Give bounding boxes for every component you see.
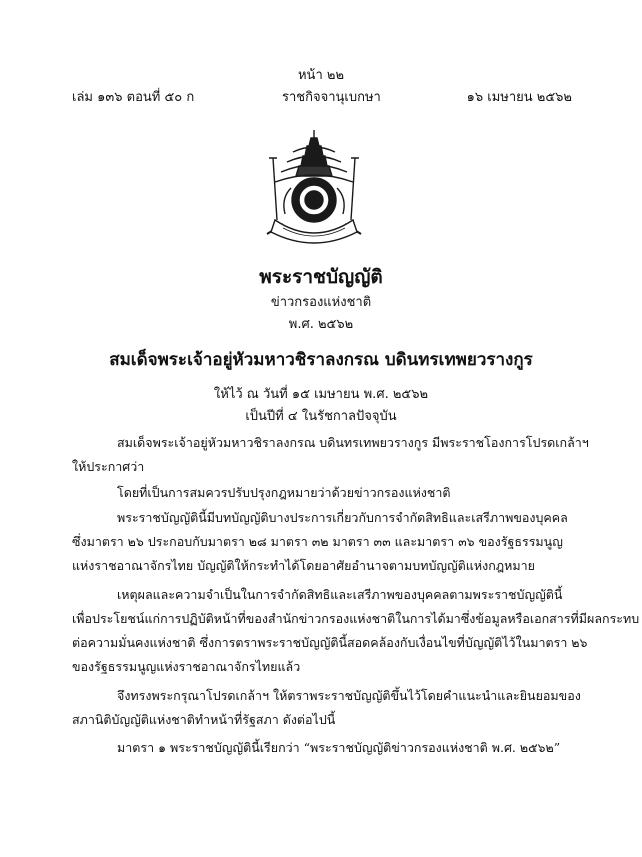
text-line: จึงทรงพระกรุณาโปรดเกล้าฯ ให้ตราพระราชบัญญัติขึ้นไว้โดยคำแนะนำและยินยอมของ [117, 688, 581, 703]
paragraph-rationale [72, 481, 572, 505]
reign-year: เป็นปีที่ ๔ ในรัชกาลปัจจุบัน [245, 409, 397, 424]
royal-crown-emblem-icon [253, 128, 375, 246]
text-line: เหตุผลและความจำเป็นในการจำกัดสิทธิและเสรีภาพของบุคคลตามพระราชบัญญัตินี้ [117, 587, 563, 602]
text-line: สมเด็จพระเจ้าอยู่หัวมหาวชิราลงกรณ บดินทรเทพยวรางกูร มีพระราชโองการโปรดเกล้าฯ [117, 435, 589, 450]
text-line: ของรัฐธรรมนูญแห่งราชอาณาจักรไทยแล้ว [72, 659, 301, 674]
document-subtitle: ข่าวกรองแห่งชาติ [270, 295, 372, 310]
paragraph-rights-restriction [72, 506, 572, 578]
document-title: พระราชบัญญัติ [259, 266, 383, 288]
text-line: แห่งราชอาณาจักรไทย บัญญัติให้กระทำได้โดยอาศัยอำนาจตามบทบัญญัติแห่งกฎหมาย [72, 558, 535, 573]
paragraph-enactment [72, 684, 581, 732]
text-line: พระราชบัญญัตินี้มีบทบัญญัติบางประการเกี่ยวกับการจำกัดสิทธิและเสรีภาพของบุคคล [117, 510, 568, 525]
text-line: สภานิติบัญญัติแห่งชาติทำหน้าที่รัฐสภา ดังต่อไปนี้ [72, 712, 336, 727]
page-number: หน้า ๒๒ [297, 68, 345, 83]
publication-date: ๑๖ เมษายน ๒๕๖๒ [466, 90, 572, 105]
text-line: มาตรา ๑ พระราชบัญญัตินี้เรียกว่า “พระราชบัญญัติข่าวกรองแห่งชาติ พ.ศ. ๒๕๖๒” [117, 740, 561, 755]
text-line: ต่อความมั่นคงแห่งชาติ ซึ่งการตราพระราชบัญญัตินี้สอดคล้องกับเงื่อนไขที่บัญญัติไว้ในมาตรา ๒๖ [72, 635, 588, 650]
text-line: เพื่อประโยชน์แก่การปฏิบัติหน้าที่ของสำนักข่าวกรองแห่งชาติในการได้มาซึ่งข้อมูลหรือเอกสารที่มีผลกระทบ [72, 611, 640, 626]
gazette-name: ราชกิจจานุเบกษา [282, 90, 381, 105]
document-year: พ.ศ. ๒๕๖๒ [288, 317, 354, 332]
paragraph-necessity [72, 583, 640, 679]
section-one [72, 736, 572, 760]
text-line: ซึ่งมาตรา ๒๖ ประกอบกับมาตรา ๒๘ มาตรา ๓๒ มาตรา ๓๓ และมาตรา ๓๖ ของรัฐธรรมนูญ [72, 534, 563, 549]
paragraph-proclamation [72, 431, 589, 479]
text-line: โดยที่เป็นการสมควรปรับปรุงกฎหมายว่าด้วยข่าวกรองแห่งชาติ [117, 485, 451, 500]
volume-issue: เล่ม ๑๓๖ ตอนที่ ๕๐ ก [72, 90, 195, 105]
text-line: ให้ประกาศว่า [72, 459, 145, 474]
given-date: ให้ไว้ ณ วันที่ ๑๕ เมษายน พ.ศ. ๒๕๖๒ [213, 387, 429, 402]
king-name: สมเด็จพระเจ้าอยู่หัวมหาวชิราลงกรณ บดินทรเทพยวรางกูร [109, 350, 533, 370]
